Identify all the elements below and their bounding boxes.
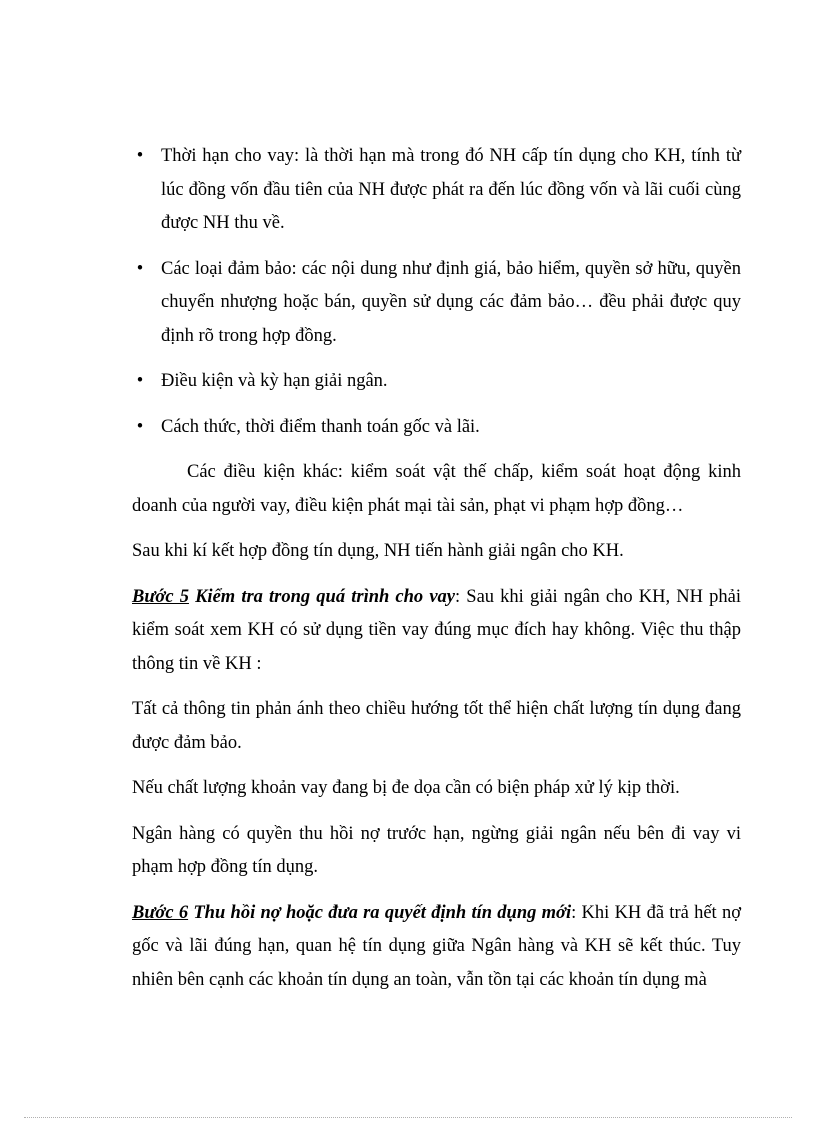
bullet-text: Thời hạn cho vay: là thời hạn mà trong đó NH cấp tín dụng cho KH, tính từ lúc đồng vốn đầu tiên của NH được phát ra đến lúc đồng vốn và lãi cuối cùng được NH thu về. bbox=[161, 146, 741, 233]
bullet-text: Cách thức, thời điểm thanh toán gốc và lãi. bbox=[161, 416, 480, 437]
step-6-heading: Thu hồi nợ hoặc đưa ra quyết định tín dụng mới bbox=[188, 902, 572, 923]
paragraph-step-6 bbox=[132, 897, 741, 998]
step-5-text: : Sau khi giải ngân cho KH, NH phải kiểm soát xem KH có sử dụng tiền vay đúng mục đích hay không. Việc thu thập thông tin về KH : bbox=[132, 586, 741, 674]
bullet-icon: • bbox=[136, 258, 144, 279]
paragraph-threatened-quality: Nếu chất lượng khoản vay đang bị đe dọa cần có biện pháp xử lý kịp thời. bbox=[132, 778, 680, 798]
paragraph-after-signing: Sau khi kí kết hợp đồng tín dụng, NH tiến hành giải ngân cho KH. bbox=[132, 541, 624, 561]
bullet-text: Các loại đảm bảo: các nội dung như định giá, bảo hiểm, quyền sở hữu, quyền chuyển nhượng hoặc bán, quyền sử dụng các đảm bảo… đều phải được quy định rõ trong hợp đồng. bbox=[161, 258, 741, 346]
paragraph-other-conditions: Các điều kiện khác: kiểm soát vật thế chấp, kiểm soát hoạt động kinh doanh của người vay, điều kiện phát mại tài sản, phạt vi phạm hợp đồng… bbox=[132, 462, 741, 516]
bullet-loan-term bbox=[132, 140, 741, 241]
paragraph-early-recovery: Ngân hàng có quyền thu hồi nợ trước hạn, ngừng giải ngân nếu bên đi vay vi phạm hợp đồng tín dụng. bbox=[132, 823, 741, 877]
paragraph-good-info: Tất cả thông tin phản ánh theo chiều hướng tốt thể hiện chất lượng tín dụng đang được đảm bảo. bbox=[132, 699, 741, 753]
page-bottom-divider bbox=[24, 1117, 792, 1118]
step-5-heading: Kiểm tra trong quá trình cho vay bbox=[188, 586, 455, 607]
bullet-collateral-types bbox=[132, 253, 741, 354]
paragraph-step-5 bbox=[132, 581, 741, 682]
bullet-repayment-method bbox=[132, 411, 741, 445]
bullet-icon: • bbox=[136, 146, 144, 166]
bullet-disbursement-conditions bbox=[132, 365, 741, 399]
step-5-label: Bước 5 bbox=[132, 586, 189, 607]
step-6-label: Bước 6 bbox=[132, 902, 189, 923]
step-6-text: : Khi KH đã trả hết nợ gốc và lãi đúng hạn, quan hệ tín dụng giữa Ngân hàng và KH sẽ kết thúc. Tuy nhiên bên cạnh các khoản tín dụng an toàn, vẫn tồn tại các khoản tín dụng mà bbox=[132, 902, 742, 990]
bullet-icon: • bbox=[136, 371, 144, 391]
bullet-icon: • bbox=[136, 416, 144, 437]
bullet-text: Điều kiện và kỳ hạn giải ngân. bbox=[161, 371, 388, 391]
document-body bbox=[132, 140, 741, 997]
